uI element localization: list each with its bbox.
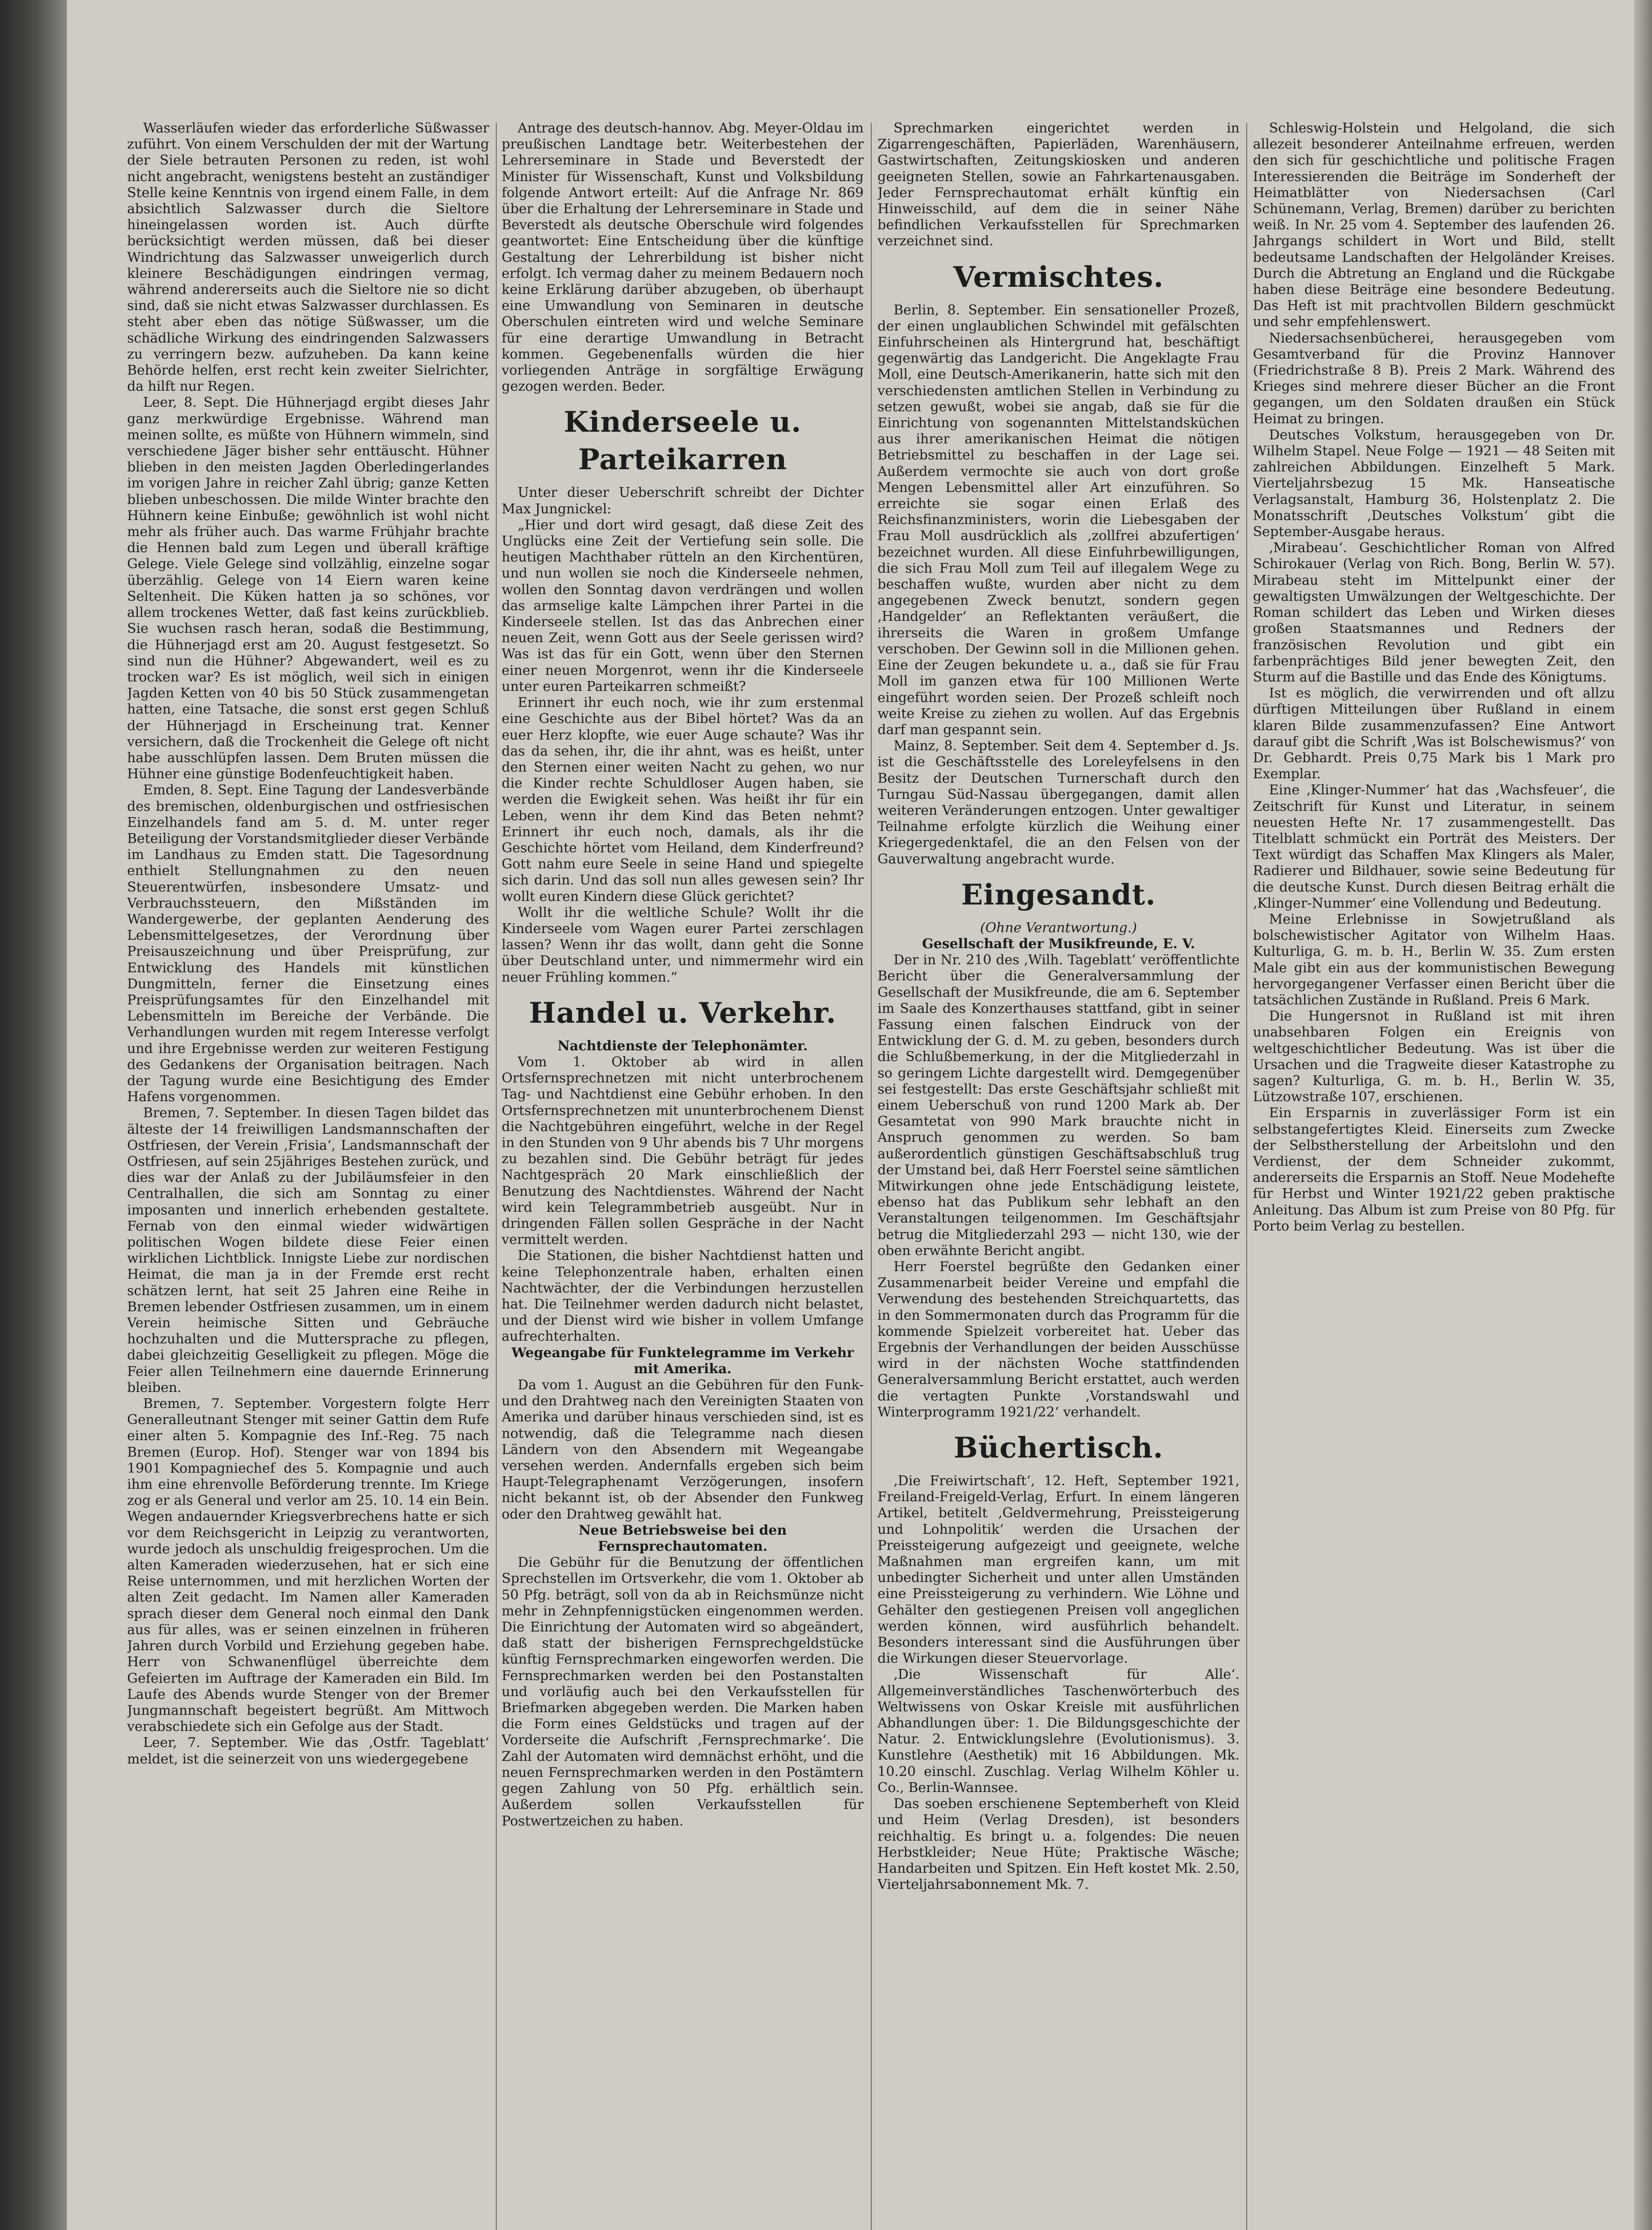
section-heading: Handel u. Verkehr. bbox=[529, 996, 836, 1030]
paragraph: Antrage des deutsch-hannov. Abg. Meyer-Oldau im preußischen Landtage betr. Weiterbestehen der Lehrerseminare in Stade und Beverstedt der Minister für Wissenschaft, Kunst und Volksbildung folgende Antwort erteilt: Auf die Anfrage Nr. 869 über die Erhaltung der Lehrerseminare in Stade und Beverstedt als deutsche Oberschule wird folgendes geantwortet: Eine Entscheidung über die künftige Gestaltung der Lehrerbildung ist bisher nicht erfolgt. Ich vermag daher zu meinem Bedauern noch keine Erklärung darüber abzugeben, ob überhaupt eine Umwandlung von Seminaren in deutsche Oberschulen eintreten wird und welche Seminare für eine derartige Umwandlung in Betracht kommen. Gegebenenfalls würden die hier vorliegenden Anträge in sorgfältige Erwägung gezogen werden. Beder. bbox=[502, 120, 864, 395]
column-rule bbox=[871, 123, 872, 2230]
paragraph: Ist es möglich, die verwirrenden und oft allzu dürftigen Mitteilungen über Rußland in einem klaren Bilde zusammenzufassen? Eine Antwort darauf gibt die Schrift ‚Was ist Bolschewismus?‘ von Dr. Gebhardt. Preis 0,75 Mark bis 1 Mark pro Exemplar. bbox=[1253, 686, 1615, 782]
paragraph: ‚Die Freiwirtschaft‘, 12. Heft, September 1921, Freiland-Freigeld-Verlag, Erfurt. In einem längeren Artikel, betitelt ‚Geldvermehrung, Preissteigerung und Lohnpolitik‘ werden die Ursachen der Preissteigerung aufgezeigt und geeignete, welche Maßnahmen man ergreifen kann, um mit unbedingter Sicherheit und unter allen Umständen eine Preissteigerung zu verhindern. Wie Löhne und Gehälter den gestiegenen Preisen voll angeglichen werden können, wird ausführlich behandelt. Besonders interessant sind die Ausführungen über die Wirkungen dieser Steuervorlage. bbox=[877, 1473, 1240, 1667]
paragraph: Bremen, 7. September. Vorgestern folgte Herr Generalleutnant Stenger mit seiner Gattin dem Rufe einer alten 5. Kompagnie des Inf.-Reg. 75 nach Bremen (Europ. Hof). Stenger war von 1894 bis 1901 Kompagniechef des 5. Kompagnie und auch ihm eine ehrenvolle Beförderung trennte. Im Kriege zog er als General und verlor am 25. 10. 14 ein Bein. Wegen andauernder Kriegsverbrechens hatte er sich vor dem Reichsgericht in Leipzig zu verantworten, wurde jedoch als unschuldig freigesprochen. Um die alten Kameraden wiederzusehen, hat er sich eine Reise unternommen, und mit herzlichen Worten der alten Zeit gedacht. Im Namen aller Kameraden sprach dieser dem General noch einmal den Dank aus für alles, was er seinen einzelnen in früheren Jahren durch Vorbild und Erziehung gegeben habe. Herr von Schwanenflügel überreichte dem Gefeierten im Auftrage der Kameraden ein Bild. Im Laufe des Abends wurde Stenger von der Bremer Jungmannschaft begeistert begrüßt. Am Mittwoch verabschiedete sich ein Gefolge aus der Stadt. bbox=[127, 1396, 489, 1735]
paragraph: Deutsches Volkstum, herausgegeben von Dr. Wilhelm Stapel. Neue Folge — 1921 — 48 Seiten mit zahlreichen Abbildungen. Einzelheft 5 Mark. Vierteljahrsbezug 15 Mk. Hanseatische Verlagsanstalt, Hamburg 36, Holstenplatz 2. Die Monatsschrift ‚Deutsches Volkstum‘ gibt die September-Ausgabe heraus. bbox=[1253, 427, 1615, 540]
column-4 bbox=[1253, 120, 1615, 2230]
paragraph: Herr Foerstel begrüßte den Gedanken einer Zusammenarbeit beider Vereine und empfahl die Verwendung des bestehenden Streichquartetts, das in den Sommermonaten durch das Programm für die kommende Spielzeit vorbereitet hat. Ueber das Ergebnis der Verhandlungen der beiden Ausschüsse wird in der nächsten Woche stattfindenden Generalversammlung Bericht erstattet, auch werden die vertagten Punkte ‚Vorstandswahl und Winterprogramm 1921/22‘ verhandelt. bbox=[877, 1259, 1240, 1420]
paragraph: Die Stationen, die bisher Nachtdienst hatten und keine Telephonzentrale haben, erhalten einen Nachtwächter, der die Verbindungen herzustellen hat. Die Teilnehmer werden dadurch nicht belastet, und der Dienst wird wie bisher in vollem Umfange aufrechterhalten. bbox=[502, 1248, 864, 1345]
disclaimer-note: (Ohne Verantwortung.) bbox=[980, 920, 1137, 936]
paragraph: Leer, 7. September. Wie das ‚Ostfr. Tageblatt‘ meldet, ist die seinerzeit von uns wiedergegebene bbox=[127, 1735, 489, 1767]
paragraph: Mainz, 8. September. Seit dem 4. September d. Js. ist die Geschäftsstelle des Loreleyfelsens in den Besitz der Deutschen Turnerschaft durch den Turngau Süd-Nassau übergegangen, damit allen weiteren Veränderungen entzogen. Unter gewaltiger Teilnahme erfolgte kürzlich die Weihung einer Kriegergedenktafel, die an den Felsen von der Gauverwaltung angebracht wurde. bbox=[877, 738, 1240, 867]
section-heading: Vermischtes. bbox=[953, 260, 1164, 294]
paragraph: ‚Die Wissenschaft für Alle‘. Allgemeinverständliches Taschenwörterbuch des Weltwissens von Oskar Kreisle mit ausführlichen Abhandlungen über: 1. Die Bildungsgeschichte der Natur. 2. Entwicklungslehre (Evolutionismus). 3. Kunstlehre (Aesthetik) mit 16 Abbildungen. Mk. 10.20 einschl. Zuschlag. Verlag Wilhelm Köhler u. Co., Berlin-Wannsee. bbox=[877, 1667, 1240, 1796]
paragraph: Das soeben erschienene Septemberheft von Kleid und Heim (Verlag Dresden), ist besonders reichhaltig. Es bringt u. a. folgendes: Die neuen Herbstkleider; Neue Hüte; Praktische Wäsche; Handarbeiten und Spitzen. Ein Heft kostet Mk. 2.50, Vierteljahrsabonnement Mk. 7. bbox=[877, 1796, 1240, 1893]
scan-edge-right bbox=[1634, 0, 1652, 2230]
paragraph: Leer, 8. Sept. Die Hühnerjagd ergibt dieses Jahr ganz merkwürdige Ergebnisse. Während man meinen sollte, es müßte von Hühnern wimmeln, sind verschiedene Jäger bisher sehr enttäuscht. Hühner blieben in den meisten Jagden Oberledingerlandes im vorigen Jahre in reicher Zahl übrig; ganze Ketten blieben unbeschossen. Die milde Winter brachte den Hühnern keine Einbuße; gewöhnlich ist wohl nicht mehr als früher auch. Das warme Frühjahr brachte die Hennen bald zum Legen und überall kräftige Gelege. Viele Gelege sind vollzählig, einzelne sogar überzählig. Gelege von 14 Eiern waren keine Seltenheit. Die Küken hatten ja so schönes, vor allem trockenes Wetter, daß fast keins zurückblieb. Sie wuchsen rasch heran, sodaß die Bestimmung, die Hühnerjagd erst am 20. August festgesetzt. So sind nun die Hühner? Abgewandert, weil es zu trocken war? Es ist möglich, weil sich in einigen Jagden Ketten von 40 bis 50 Stück zusammengetan hatten, eine Tatsache, die sonst erst gegen Schluß der Hühnerjagd in Erscheinung trat. Kenner versichern, daß die Trockenheit die Gelege oft nicht habe ausschlüpfen lassen. Dem Bruten müssen die Hühner eine günstige Bodenfeuchtigkeit haben. bbox=[127, 395, 489, 782]
paragraph: Emden, 8. Sept. Eine Tagung der Landesverbände des bremischen, oldenburgischen und ostfriesischen Einzelhandels fand am 5. d. M. unter reger Beteiligung der Vorstandsmitglieder dieser Verbände im Landhaus zu Emden statt. Die Tagesordnung enthielt Stellungnahmen zu den neuen Steuerentwürfen, insbesondere Umsatz- und Verbrauchssteuern, den Mißständen im Wandergewerbe, der geplanten Aenderung des Lebensmittelgesetzes, der Verordnung über Preisauszeichnung und über Preisprüfung, zur Entwicklung des Handels mit künstlichen Dungmitteln, ferner die Einsetzung eines Preisprüfungsamtes für den Einzelhandel mit Lebensmitteln im Bereiche der Verbände. Die Verhandlungen wurden mit regem Interesse verfolgt und ihre Ergebnisse werden zur weiteren Festigung des Gedankens der Organisation beitragen. Nach der Tagung wurde eine Besichtigung des Emder Hafens vorgenommen. bbox=[127, 782, 489, 1105]
paragraph: Ein Ersparnis in zuverlässiger Form ist ein selbstangefertigtes Kleid. Einerseits zum Zwecke der Selbstherstellung der Arbeitslohn und den Verdienst, der dem Schneider zukommt, andererseits die Ersparnis an Stoff. Neue Modehefte für Herbst und Winter 1921/22 geben praktische Anleitung. Das Album ist zum Preise von 80 Pfg. für Porto beim Verlag zu bestellen. bbox=[1253, 1105, 1615, 1234]
paragraph: Bremen, 7. September. In diesen Tagen bildet das älteste der 14 freiwilligen Landsmannschaften der Ostfriesen, der Verein ‚Frisia‘, Landsmannschaft der Ostfriesen, auf sein 25jähriges Bestehen zurück, und dies war der Anlaß zu der Jubiläumsfeier in den Centralhallen, die sich am Sonntag zu einer imposanten und innerlich erhebenden gestaltete. Fernab von den einmal wieder widwärtigen politischen Wogen bildete diese Feier einen wirklichen Lichtblick. Innigste Liebe zur nordischen Heimat, die man ja in der Fremde erst recht schätzen lernt, hat seit 25 Jahren eine Reihe in Bremen lebender Ostfriesen zusammen, um in einem Verein heimische Sitten und Gebräuche hochzuhalten und die Muttersprache zu pflegen, dabei gleichzeitig Geselligkeit zu pflegen. Möge die Feier allen Teilnehmern eine dauernde Erinnerung bleiben. bbox=[127, 1105, 489, 1396]
scan-edge-left bbox=[0, 0, 67, 2230]
article-subheading: Neue Betriebsweise bei den Fernsprechautomaten. bbox=[578, 1522, 787, 1555]
column-1 bbox=[127, 120, 489, 2230]
paragraph: Wasserläufen wieder das erforderliche Süßwasser zuführt. Von einem Verschulden der mit der Wartung der Siele betrauten Personen zu reden, ist wohl nicht angebracht, wenigstens besteht an zuständiger Stelle keine Kenntnis von irgend einem Falle, in dem absichtlich Salzwasser durch die Sieltore hineingelassen worden ist. Auch dürfte berücksichtigt werden müssen, daß bei dieser Windrichtung das Salzwasser unweigerlich durch kleinere Beschädigungen eindringen vermag, während andererseits auch die Sieltore nie so dicht sind, daß sie nicht etwas Salzwasser durchlassen. Es steht aber eben das nötige Süßwasser, um die schädliche Wirkung des eindringenden Salzwassers zu verringern bezw. aufzuheben. Da kann keine Behörde helfen, erst recht kein zweiter Sielrichter, da hilft nur Regen. bbox=[127, 120, 489, 395]
paragraph: Eine ‚Klinger-Nummer‘ hat das ‚Wachsfeuer‘, die Zeitschrift für Kunst und Literatur, in seinem neuesten Hefte Nr. 17 zusammengestellt. Das Titelblatt schmückt ein Porträt des Meisters. Der Text würdigt das Schaffen Max Klingers als Maler, Radierer und Bildhauer, sowie seine Bedeutung für die deutsche Kunst. Durch diesen Beitrag erhält die ‚Klinger-Nummer‘ eine Vollendung und Bedeutung. bbox=[1253, 782, 1615, 911]
paragraph: Erinnert ihr euch noch, wie ihr zum erstenmal eine Geschichte aus der Bibel hörtet? Was da an euer Herz klopfte, wie euer Auge schaute? Was ihr das da sehen, ihr, die ihr ahnt, was es heißt, unter den Sternen einer weiten Nacht zu gehen, wo nur die Kinder rechte Schuldloser Augen haben, sie werden die Ewigkeit sehen. Was heißt ihr für ein Leben, wenn ihr dem Kind das Beten nehmt? Erinnert ihr euch noch, damals, als ihr die Geschichte hörtet vom Heiland, dem Kinderfreund? Gott nahm eure Seele in seine Hand und spiegelte sich darin. Und das soll nun alles gewesen sein? Ihr wollt euren Kindern diese Glück gerichtet? bbox=[502, 695, 864, 904]
article-subheading: Wegeangabe für Funktelegramme im Verkehr mit Amerika. bbox=[511, 1345, 854, 1377]
article-subheading: Nachtdienste der Telephonämter. bbox=[557, 1038, 808, 1054]
section-heading: Kinderseele u. Parteikarren bbox=[564, 405, 802, 477]
newspaper-page bbox=[67, 0, 1634, 2230]
paragraph: Vom 1. Oktober ab wird in allen Ortsfernsprechnetzen mit nicht unterbrochenem Tag- und Nachtdienst eine Gebühr erhoben. In den Ortsfernsprechnetzen mit ununterbrochenem Dienst die Nachtgebühren eingeführt, welche in der Regel in den Stunden von 9 Uhr abends bis 7 Uhr morgens zu bezahlen sind. Die Gebühr beträgt für jedes Nachtgespräch 20 Mark einschließlich der Benutzung des Nachtdienstes. Während der Nacht wird kein Telegrammbetrieb ausgeübt. Nur in dringenden Fällen sollen Gespräche in der Nacht vermittelt werden. bbox=[502, 1054, 864, 1248]
paragraph: Sprechmarken eingerichtet werden in Zigarrengeschäften, Papierläden, Warenhäusern, Gastwirtschaften, Zeitungskiosken und anderen geeigneten Stellen, sowie an Fahrkartenausgaben. Jeder Fernsprechautomat erhält künftig ein Hinweisschild, auf dem die in seiner Nähe befindlichen Verkaufsstellen für Sprechmarken verzeichnet sind. bbox=[877, 120, 1240, 249]
paragraph: Unter dieser Ueberschrift schreibt der Dichter Max Jungnickel: bbox=[502, 485, 864, 517]
paragraph: Da vom 1. August an die Gebühren für den Funk- und den Drahtweg nach den Vereinigten Staaten von Amerika und darüber hinaus verschieden sind, ist es notwendig, daß die Telegramme nach diesen Ländern von den Absendern mit Wegeangabe versehen werden. Andernfalls ergeben sich beim Haupt-Telegraphenamt Verzögerungen, insofern nicht bekannt ist, ob der Absender den Funkweg oder den Drahtweg gewählt hat. bbox=[502, 1377, 864, 1522]
paragraph: ‚Mirabeau‘. Geschichtlicher Roman von Alfred Schirokauer (Verlag von Rich. Bong, Berlin W. 57). Mirabeau steht im Mittelpunkt einer der gewaltigsten Umwälzungen der Weltgeschichte. Der Roman schildert das Leben und Wirken dieses großen Staatsmannes und Redners der französischen Revolution und gibt ein farbenprächtiges Bild jener bewegten Zeit, den Sturm auf die Bastille und das Ende des Königtums. bbox=[1253, 540, 1615, 685]
column-2 bbox=[502, 120, 864, 2230]
paragraph: Meine Erlebnisse in Sowjetrußland als bolschewistischer Agitator von Wilhelm Haas. Kulturliga, G. m. b. H., Berlin W. 35. Zum ersten Male gibt ein aus der kommunistischen Bewegung hervorgegangener Verfasser einen Bericht über die tatsächlichen Zustände in Rußland. Preis 6 Mark. bbox=[1253, 911, 1615, 1008]
paragraph: Die Hungersnot in Rußland ist mit ihren unabsehbaren Folgen ein Ereignis von weltgeschichtlicher Bedeutung. Was ist über die Ursachen und die Tragweite dieser Katastrophe zu sagen? Kulturliga, G. m. b. H., Berlin W. 35, Lützowstraße 107, erschienen. bbox=[1253, 1008, 1615, 1105]
section-heading: Eingesandt. bbox=[961, 878, 1156, 912]
paragraph: Berlin, 8. September. Ein sensationeller Prozeß, der einen unglaublichen Schwindel mit gefälschten Einfuhrscheinen als Hintergrund hat, beschäftigt gegenwärtig das Landgericht. Die Angeklagte Frau Moll, eine Deutsch-Amerikanerin, hatte sich mit den verschiedensten amtlichen Stellen in Verbindung zu setzen gewußt, wobei sie angab, daß sie für die Einrichtung von sogenannten Mittelstandsküchen aus ihrer amerikanischen Heimat die nötigen Betriebsmittel zu beschaffen in der Lage sei. Außerdem vermochte sie auch von dort große Mengen Lebensmittel aller Art einzuführen. So erreichte sie sogar einen Erlaß des Reichsfinanzministers, worin die Liebesgaben der Frau Moll ausdrücklich als ‚zollfrei abzufertigen‘ bezeichnet wurden. All diese Einfuhrbewilligungen, die sich Frau Moll zum Teil auf illegalem Wege zu beschaffen wußte, wurden aber nicht zu dem angegebenen Zweck benutzt, sondern gegen ‚Handgelder‘ an Reflektanten veräußert, die ihrerseits die Waren in großem Umfange verschoben. Der Gewinn soll in die Millionen gehen. Eine der Zeugen bekundete u. a., daß sie für Frau Moll im ganzen etwa für 100 Millionen Werte eingeführt worden seien. Der Prozeß schleift noch weite Kreise zu ziehen zu wollen. Auf das Ergebnis darf man gespannt sein. bbox=[877, 302, 1240, 738]
column-rule bbox=[1246, 123, 1247, 2230]
column-3 bbox=[877, 120, 1240, 2230]
section-heading: Büchertisch. bbox=[953, 1431, 1164, 1465]
paragraph: Niedersachsenbücherei, herausgegeben vom Gesamtverband für die Provinz Hannover (Friedrichstraße 8 B). Preis 2 Mark. Während des Krieges sind mehrere dieser Bücher an die Front gegangen, um den Soldaten draußen ein Stück Heimat zu bringen. bbox=[1253, 330, 1615, 427]
column-rule bbox=[496, 123, 497, 2230]
article-subheading: Gesellschaft der Musikfreunde, E. V. bbox=[922, 936, 1195, 952]
paragraph: Die Gebühr für die Benutzung der öffentlichen Sprechstellen im Ortsverkehr, die vom 1. Oktober ab 50 Pfg. beträgt, soll von da ab in Reichsmünze nicht mehr in Zehnpfennigstücken eingenommen werden. Die Einrichtung der Automaten wird so abgeändert, daß statt der bisherigen Fernsprechgeldstücke künftig Fernsprechmarken eingeworfen werden. Die Fernsprechmarken werden bei den Postanstalten und vorläufig auch bei den Verkaufsstellen für Briefmarken abgegeben werden. Die Marken haben die Form eines Geldstücks und tragen auf der Vorderseite die Aufschrift ‚Fernsprechmarke‘. Die Zahl der Automaten wird demnächst erhöht, und die neuen Fernsprechmarken werden in den Postämtern gegen Zahlung von 50 Pfg. erhältlich sein. Außerdem sollen Verkaufsstellen für Postwertzeichen zu haben. bbox=[502, 1555, 864, 1829]
paragraph: Wollt ihr die weltliche Schule? Wollt ihr die Kinderseele vom Wagen eurer Partei zerschlagen lassen? Wenn ihr das wollt, dann geht die Sonne über Deutschland unter, und nimmermehr wird ein neuer Frühling kommen.“ bbox=[502, 904, 864, 985]
paragraph: Schleswig-Holstein und Helgoland, die sich allezeit besonderer Anteilnahme erfreuen, werden den sich für geschichtliche und politische Fragen Interessierenden die Beiträge im Sonderheft der Heimatblätter von Niedersachsen (Carl Schünemann, Verlag, Bremen) darüber zu berichten weiß. In Nr. 25 vom 4. September des laufenden 26. Jahrgangs schildert in Wort und Bild, stellt bedeutsame Landschaften der Helgoländer Kreises. Durch die Abtretung an England und die Rückgabe haben diese Beiträge eine besondere Bedeutung. Das Heft ist mit prachtvollen Bildern geschmückt und sehr empfehlenswert. bbox=[1253, 120, 1615, 330]
paragraph: „Hier und dort wird gesagt, daß diese Zeit des Unglücks eine Zeit der Vertiefung sein solle. Die heutigen Machthaber rütteln an den Kirchentüren, und nun wollen sie noch die Kinderseele nehmen, wollen den Sonntag davon verdrängen und wollen das armselige kalte Lämpchen ihrer Partei in die Kinderseele stellen. Ist das das Anbrechen einer neuen Zeit, wenn Gott aus der Seele gerissen wird? Was ist das für ein Gott, wenn über den Sternen einer neuen Morgenrot, wenn ihr die Kinderseele unter euren Parteikarren schmeißt? bbox=[502, 517, 864, 694]
paragraph: Der in Nr. 210 des ‚Wilh. Tageblatt‘ veröffentlichte Bericht über die Generalversammlung der Gesellschaft der Musikfreunde, die am 6. September im Saale des Konzerthauses stattfand, gibt in seiner Fassung einen falschen Eindruck von der Entwicklung der G. d. M. zu geben, besonders durch die Schlußbemerkung, in der die Mitgliederzahl in so geringem Lichte dargestellt wird. Demgegenüber sei festgestellt: Das erste Geschäftsjahr schließt mit einem Ueberschuß von rund 1200 Mark ab. Der Gesamtetat von 990 Mark brauchte nicht in Anspruch genommen zu werden. So bam außerordentlich günstigen Geschäftsabschluß trug der Umstand bei, daß Herr Foerstel seine sämtlichen Mitwirkungen ohne jede Entschädigung leistete, ebenso hat das Publikum sehr lebhaft an den Veranstaltungen teilgenommen. Im Geschäftsjahr betrug die Mitgliederzahl 293 — nicht 130, wie der oben erwähnte Bericht angibt. bbox=[877, 952, 1240, 1259]
